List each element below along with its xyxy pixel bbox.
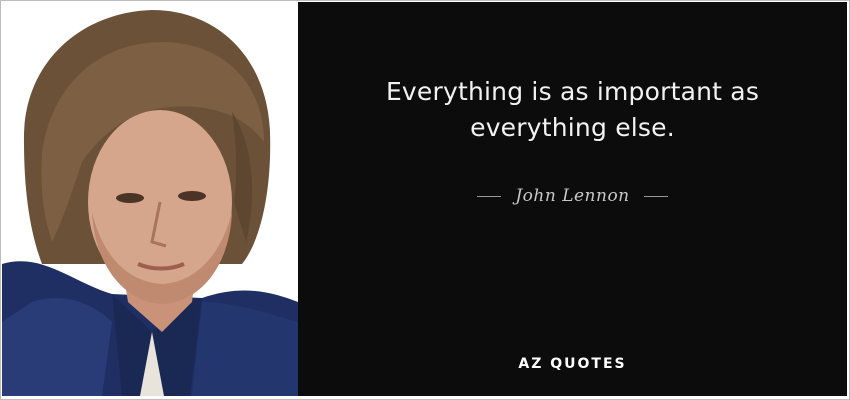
azquotes-logo: AZ QUOTES [518,356,627,372]
author-name: John Lennon [515,186,630,206]
quote-text: Everything is as important as everything else. [385,77,760,142]
